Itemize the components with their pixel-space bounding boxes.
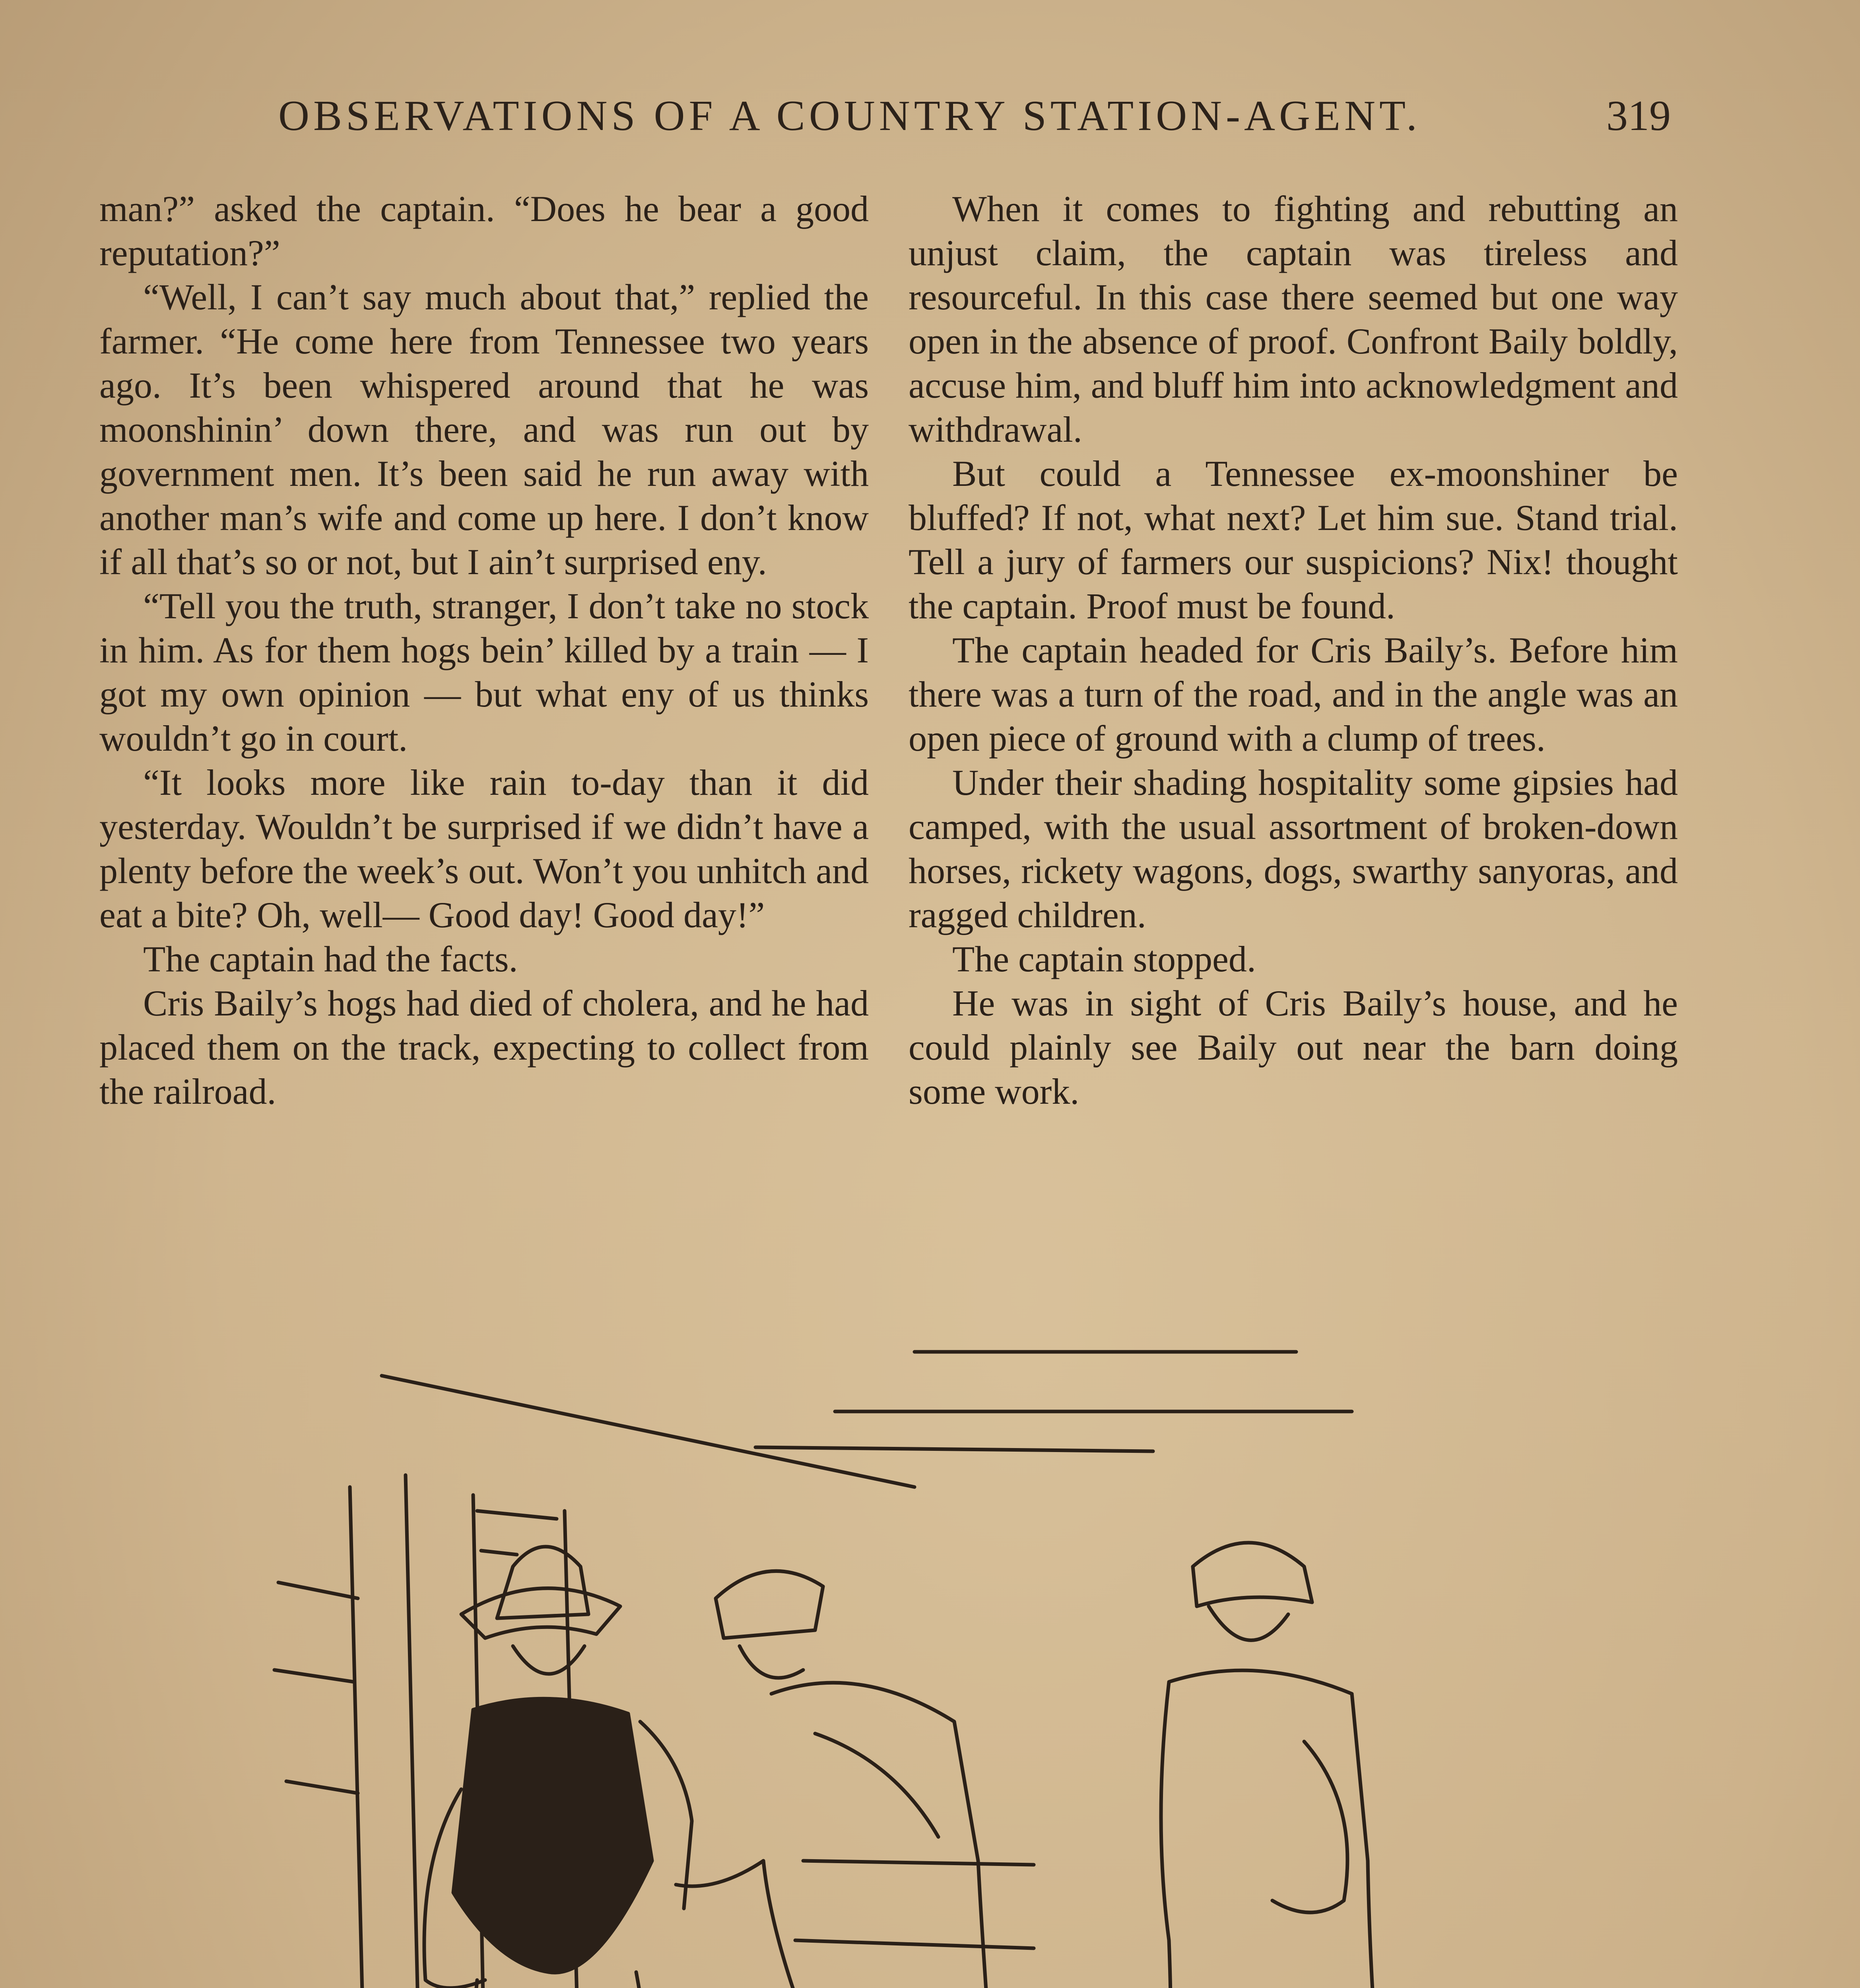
gipsy-women-illustration: [239, 1344, 1590, 1988]
barn-wall: [274, 1475, 1034, 1988]
paragraph: Under their shading hospitality some gipsies had camped, with the usual assortment of broken-down horses, rickety wagons, dogs, swarthy sanyoras, and ragged children.: [909, 762, 1678, 935]
roof-line: [382, 1352, 1352, 1487]
paragraph: The captain stopped.: [952, 939, 1256, 979]
page-number: 319: [1606, 92, 1671, 140]
running-header: OBSERVATIONS OF A COUNTRY STATION-AGENT.: [278, 92, 1421, 140]
paragraph: man?” asked the captain. “Does he bear a good reputation?”: [99, 188, 869, 273]
paragraph: He was in sight of Cris Baily’s house, and he could plainly see Baily out near the barn doing some work.: [909, 983, 1678, 1112]
paragraph: “Tell you the truth, stranger, I don’t take no stock in him. As for them hogs bein’ killed by a train — I got my own opinion — but what eny of us thinks wouldn’t go in court.: [99, 586, 869, 759]
paragraph: But could a Tennessee ex-moonshiner be bluffed? If not, what next? Let him sue. Stand trial. Tell a jury of farmers our suspicions? Nix! thought the captain. Proof must be found.: [909, 453, 1678, 626]
paragraph: The captain had the facts.: [143, 939, 518, 979]
right-column: [909, 187, 1678, 1114]
paragraph: Cris Baily’s hogs had died of cholera, and he had placed them on the track, expecting to collect from the railroad.: [99, 983, 869, 1112]
old-farmer-figure: [424, 1547, 692, 1988]
left-column: [99, 187, 869, 1114]
standing-woman-figure: [1153, 1543, 1415, 1988]
paragraph: “It looks more like rain to-day than it did yesterday. Wouldn’t be surprised if we didn’t have a plenty before the week’s out. Won’t you unhitch and eat a bite? Oh, well— Good day! Good day!”: [99, 762, 869, 935]
paragraph: “Well, I can’t say much about that,” replied the farmer. “He come here from Tennessee two years ago. It’s been whispered around that he was moonshinin’ down there, and was run out by government men. It’s been said he run away with another man’s wife and come up here. I don’t know if all that’s so or not, but I ain’t surprised eny.: [99, 277, 869, 582]
gipsy-woman-figure: [676, 1571, 1026, 1988]
paragraph: The captain headed for Cris Baily’s. Before him there was a turn of the road, and in the angle was an open piece of ground with a clump of trees.: [909, 630, 1678, 759]
paragraph: When it comes to fighting and rebutting an unjust claim, the captain was tireless and resourceful. In this case there seemed but one way open in the absence of proof. Confront Baily boldly, accuse him, and bluff him into acknowledgment and withdrawal.: [909, 188, 1678, 450]
